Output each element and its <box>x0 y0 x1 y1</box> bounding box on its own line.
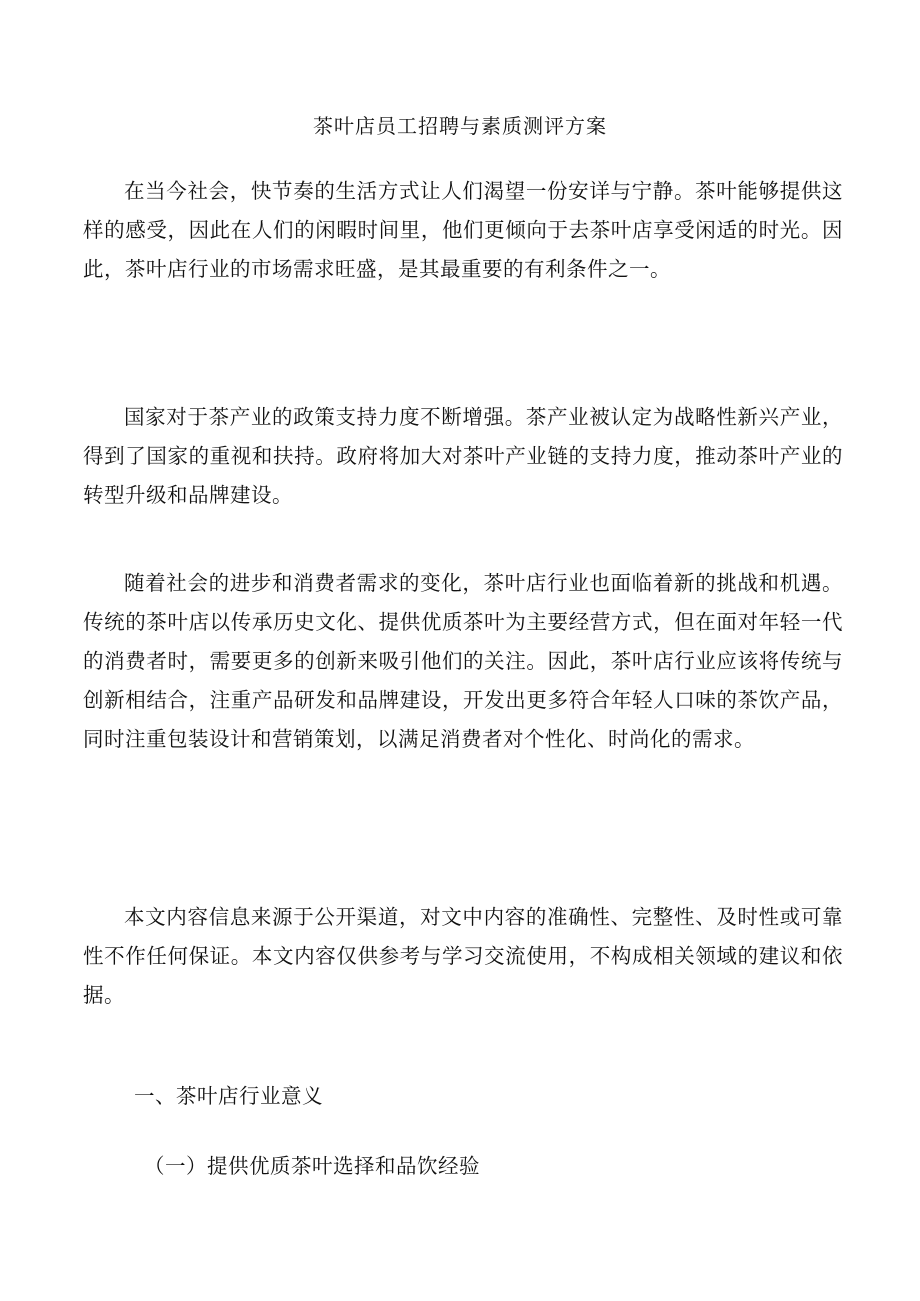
subsection-heading: （一）提供优质茶叶选择和品饮经验 <box>144 1154 480 1178</box>
document-title: 茶叶店员工招聘与素质测评方案 <box>313 114 607 138</box>
section-heading: 一、茶叶店行业意义 <box>134 1084 323 1108</box>
paragraph-intro: 在当今社会，快节奏的生活方式让人们渴望一份安详与宁静。茶叶能够提供这样的感受，因此在人们的闲暇时间里，他们更倾向于去茶叶店享受闲适的时光。因此，茶叶店行业的市场需求旺盛，是其最重要的有利条件之一。 <box>83 179 843 281</box>
paragraph-disclaimer: 本文内容信息来源于公开渠道，对文中内容的准确性、完整性、及时性或可靠性不作任何保证。本文内容仅供参考与学习交流使用，不构成相关领域的建议和依据。 <box>83 905 843 1007</box>
paragraph-challenges: 随着社会的进步和消费者需求的变化，茶叶店行业也面临着新的挑战和机遇。传统的茶叶店以传承历史文化、提供优质茶叶为主要经营方式，但在面对年轻一代的消费者时，需要更多的创新来吸引他们的关注。因此，茶叶店行业应该将传统与创新相结合，注重产品研发和品牌建设，开发出更多符合年轻人口味的茶饮产品，同时注重包装设计和营销策划，以满足消费者对个性化、时尚化的需求。 <box>83 571 843 751</box>
paragraph-policy: 国家对于茶产业的政策支持力度不断增强。茶产业被认定为战略性新兴产业，得到了国家的重视和扶持。政府将加大对茶叶产业链的支持力度，推动茶叶产业的转型升级和品牌建设。 <box>83 405 843 507</box>
